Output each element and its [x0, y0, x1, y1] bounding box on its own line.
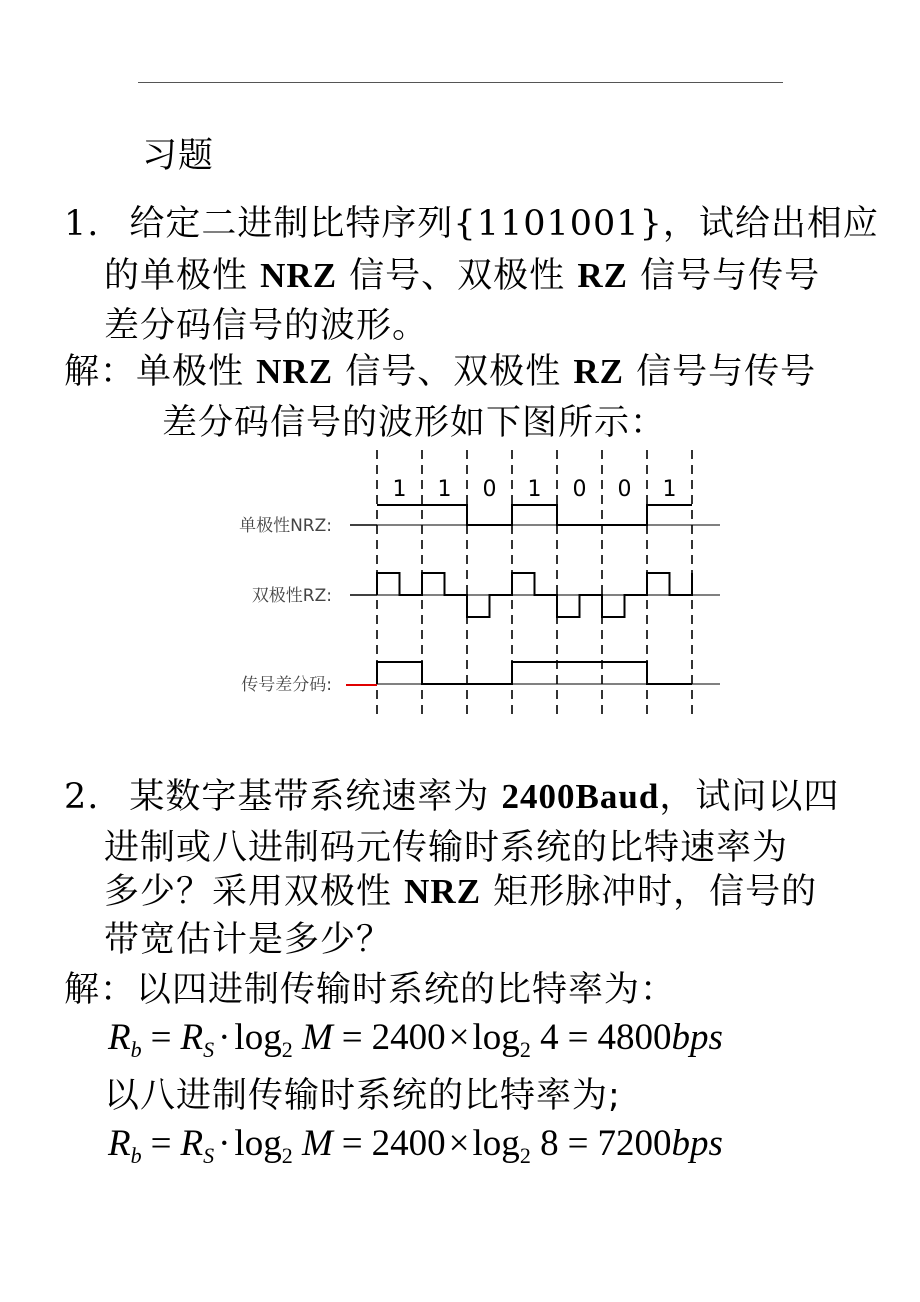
- a1-label: 解：: [64, 352, 137, 392]
- signal-label-1: 双极性RZ:: [251, 586, 332, 606]
- a2-line-2: 以八进制传输时系统的比特率为;: [104, 1076, 621, 1116]
- section-title: 习题: [142, 136, 215, 176]
- waveform-0: [377, 505, 692, 525]
- a2-label: 解：: [64, 970, 137, 1010]
- formula-quaternary: $R_b = R_S \cdot \log_2 M = 2400\times\log_2$ 4 = 4800bps: [108, 1017, 723, 1062]
- q1-line-1: 1. 给定二进制比特序列{1101001}，试给出相应: [64, 204, 879, 244]
- a2-line-1: 解：以四进制传输时系统的比特率为：: [64, 970, 677, 1010]
- header-rule: [138, 82, 783, 83]
- q1-line-2: 的单极性 NRZ 信号、双极性 RZ 信号与传号: [104, 256, 821, 296]
- q1-number: 1.: [64, 204, 100, 244]
- q1-line-3: 差分码信号的波形。: [104, 306, 429, 346]
- bit-label: 1: [392, 477, 407, 502]
- bit-label: 1: [527, 477, 542, 502]
- q2-line-4: 带宽估计是多少？: [104, 920, 393, 960]
- formula-octal: $R_b = R_S \cdot \log_2 M = 2400\times\log_2$ 8 = 7200bps: [108, 1123, 723, 1168]
- waveform-2: [377, 662, 692, 684]
- a1-line-2: 差分码信号的波形如下图所示：: [162, 403, 667, 443]
- bit-label: 0: [572, 477, 587, 502]
- q2-line-3: 多少？采用双极性 NRZ 矩形脉冲时，信号的: [104, 872, 818, 912]
- bit-label: 1: [662, 477, 677, 502]
- bit-label: 0: [617, 477, 632, 502]
- bit-label: 1: [437, 477, 452, 502]
- q2-line-2: 进制或八进制码元传输时系统的比特速率为: [104, 828, 789, 868]
- q2-number: 2.: [64, 777, 100, 817]
- signal-label-2: 传号差分码:: [241, 675, 332, 695]
- a1-line-1: 解：单极性 NRZ 信号、双极性 RZ 信号与传号: [64, 352, 817, 392]
- waveform-diagram: [200, 448, 720, 723]
- signal-label-0: 单极性NRZ:: [239, 516, 332, 536]
- q2-line-1: 2. 某数字基带系统速率为 2400Baud，试问以四: [64, 777, 840, 817]
- bit-label: 0: [482, 477, 497, 502]
